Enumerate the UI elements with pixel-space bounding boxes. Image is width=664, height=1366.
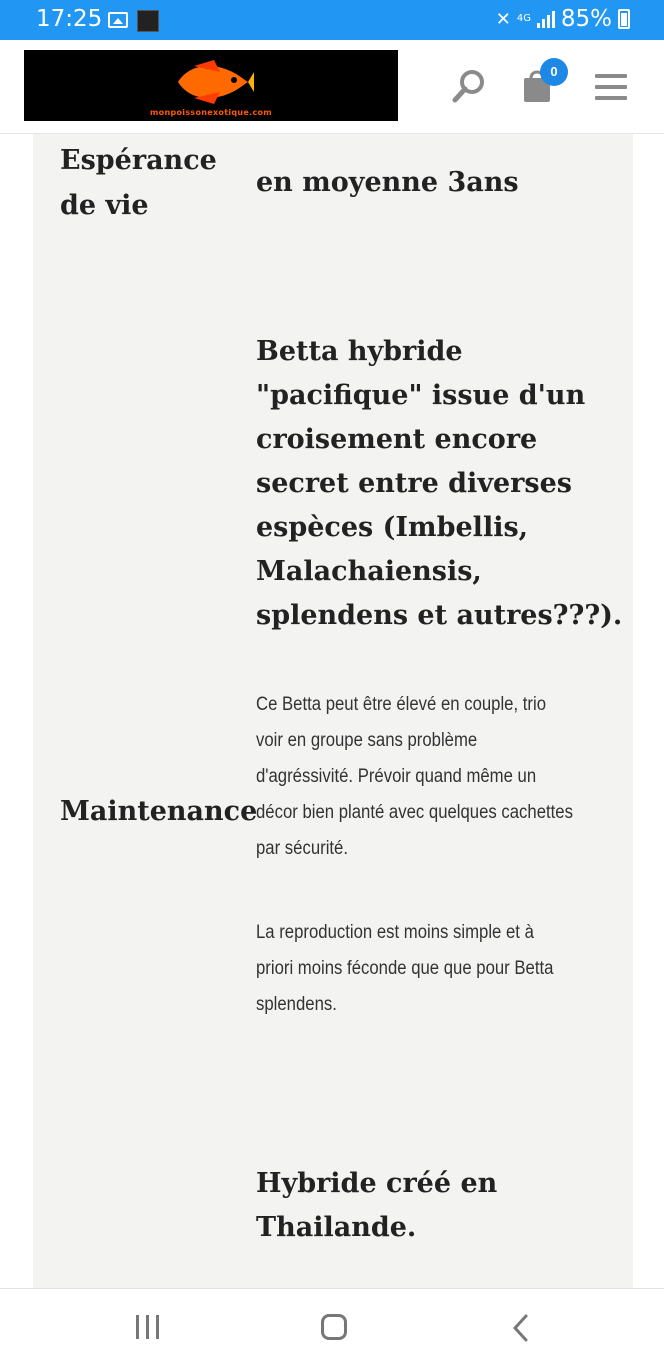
value-line: "pacifique" issue d'un — [256, 380, 586, 411]
back-icon[interactable] — [511, 1314, 529, 1342]
text-line: Ce Betta peut être élevé en couple, trio — [256, 694, 547, 715]
value-line: espèces (Imbellis, — [256, 512, 529, 543]
row-value-origin-description — [256, 330, 622, 638]
row-label-lifespan — [60, 138, 217, 228]
home-icon[interactable] — [321, 1314, 347, 1340]
fish-logo-icon — [174, 58, 254, 106]
value-line: croisement encore — [256, 424, 538, 455]
row-label-maintenance: Maintenance — [60, 796, 258, 827]
maintenance-paragraph-1 — [256, 687, 608, 867]
battery-percent: 85% — [560, 6, 612, 32]
value-line: secret entre diverses — [256, 468, 572, 499]
android-nav-bar — [0, 1288, 664, 1366]
row-value-origin-country — [256, 1162, 497, 1250]
text-line: voir en groupe sans problème — [256, 730, 478, 751]
text-line: décor bien planté avec quelques cachettes — [256, 802, 573, 823]
maintenance-paragraph-2 — [256, 915, 608, 1023]
app-notification-icon — [137, 10, 159, 32]
value-line: Hybride créé en — [256, 1168, 498, 1199]
network-type: 4G — [516, 13, 531, 24]
signal-icon — [537, 10, 555, 28]
site-header — [0, 40, 664, 134]
mute-icon: ✕ — [495, 8, 511, 30]
value-line: Thailande. — [256, 1212, 417, 1243]
text-line: par sécurité. — [256, 838, 349, 859]
status-right — [496, 6, 630, 32]
text-line: d'agréssivité. Prévoir quand même un — [256, 766, 537, 787]
label-line: de vie — [60, 190, 149, 221]
menu-icon[interactable] — [595, 74, 627, 107]
value-line: splendens et autres???). — [256, 600, 623, 631]
value-line: Malachaiensis, — [256, 556, 482, 587]
battery-icon — [618, 9, 630, 29]
logo-text: monpoissonexotique.com — [150, 108, 272, 117]
gallery-notification-icon — [108, 12, 128, 28]
text-line: splendens. — [256, 994, 337, 1015]
text-line: La reproduction est moins simple et à — [256, 922, 534, 943]
status-bar — [0, 0, 664, 40]
text-line: priori moins féconde que que pour Betta — [256, 958, 554, 979]
row-value-lifespan: en moyenne 3ans — [256, 167, 519, 198]
cart-count-badge: 0 — [540, 58, 568, 86]
recent-apps-icon[interactable] — [136, 1315, 159, 1339]
status-time: 17:25 — [36, 6, 103, 32]
label-line: Espérance — [60, 145, 217, 176]
search-icon[interactable] — [451, 68, 487, 104]
species-info-table — [33, 134, 633, 1288]
value-line: Betta hybride — [256, 336, 463, 367]
site-logo[interactable] — [24, 50, 398, 121]
